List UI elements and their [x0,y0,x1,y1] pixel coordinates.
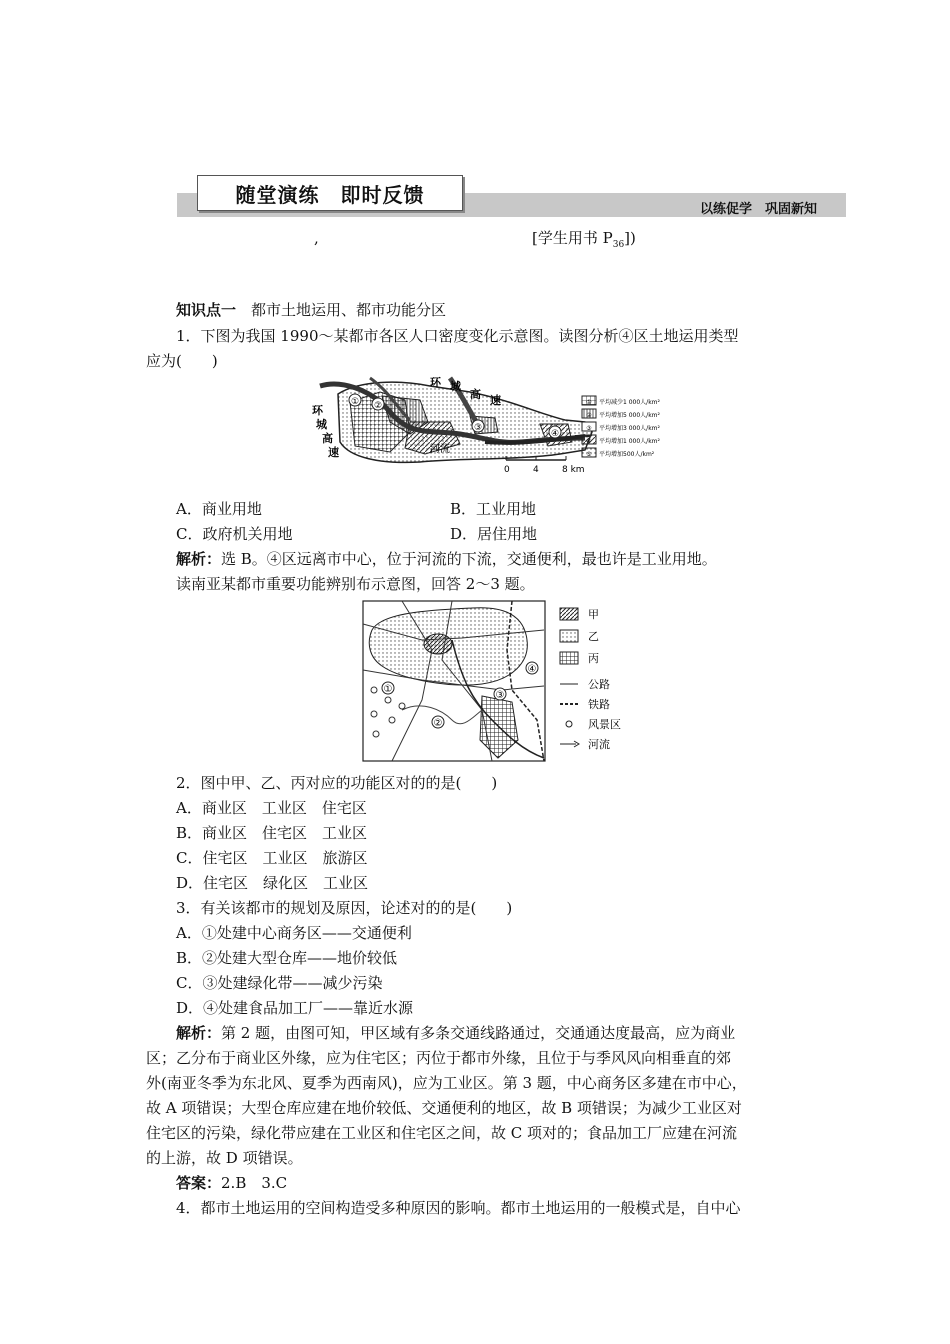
section-banner-title: 随堂演练 即时反馈 [197,175,463,211]
map1-legend-3: 平均增加3 000人/km² [599,425,660,432]
section-heading: 知识点一 都市土地运用、都市功能分区 [176,301,447,319]
ring-left-3: 高 [322,432,333,445]
answer23: 答案：2.B 3.C [176,1174,288,1192]
svg-text:①: ① [586,399,592,406]
map1-zone-1: ① [350,397,360,407]
q2-option-a: A．商业区 工业区 住宅区 [176,799,367,817]
population-density-map [310,372,690,474]
map2-zone-2: ② [433,718,443,729]
q1-option-d: D．居住用地 [450,525,538,543]
map2-legend-river: 河流 [588,738,610,751]
q1-option-b: B．工业用地 [450,500,537,518]
q2-option-c: C．住宅区 工业区 旅游区 [176,849,368,867]
analysis23-line1: 解析：第 2 题，由图可知，甲区域有多条交通线路通过，交通通达度最高，应为商业 [176,1024,736,1042]
map1-legend-5: 平均增加500人/km² [599,451,655,458]
q1-analysis: 解析：选 B。④区远离市中心，位于河流的下流，交通便利，最也许是工业用地。 [176,550,717,568]
ref-comma: , [314,229,319,247]
q1-option-c: C．政府机关用地 [176,525,293,543]
analysis23-line5: 住宅区的污染，绿化带应建在工业区和住宅区之间，故 C 项对的；食品加工厂应建在河流 [146,1124,738,1142]
map2-legend-yi: 乙 [588,630,599,643]
map1-legend-2: 平均增加5 000人/km² [599,412,660,419]
map2-legend-scenic: 风景区 [588,718,621,731]
ring-top-1: 环 [430,376,441,389]
map2-legend-road: 公路 [588,678,610,691]
map1-zone-2: ② [373,401,383,411]
q3-option-d: D．④处建食品加工厂——靠近水源 [176,999,414,1017]
svg-text:④: ④ [586,438,592,445]
ring-top-3: 高 [470,388,481,401]
map1-zone-4: ④ [550,429,560,439]
svg-text:③: ③ [586,425,592,432]
section-banner-subtitle: 以练促学 巩固新知 [700,202,818,217]
map2-zone-3: ③ [495,690,505,701]
analysis23-line6: 的上游，故 D 项错误。 [146,1149,303,1167]
analysis23-line3: 外(南亚冬季为东北风、夏季为西南风)，应为工业区。第 3 题，中心商务区多建在市中心， [146,1074,747,1092]
q3-option-b: B．②处建大型仓库——地价较低 [176,949,398,967]
map2-legend-bing: 丙 [588,652,599,665]
map2-legend-jia: 甲 [588,608,599,621]
q1-stem-line1: 1．下图为我国 1990～某都市各区人口密度变化示意图。读图分析④区土地运用类型 [176,327,739,345]
map2-legend [560,608,621,751]
scale-8: 8 km [562,465,585,474]
q23-intro: 读南亚某都市重要功能辨别布示意图，回答 2～3 题。 [176,575,535,593]
map1-zone-3: ③ [473,423,483,433]
svg-text:②: ② [586,412,592,419]
q3-option-c: C．③处建绿化带——减少污染 [176,974,383,992]
ring-left-1: 环 [312,404,323,417]
city-function-map [362,600,632,762]
ring-top-4: 速 [490,394,501,407]
map2-zone-4: ④ [527,664,537,675]
q4-stem-line1: 4．都市土地运用的空间构造受多种原因的影响。都市土地运用的一般模式是，自中心 [176,1199,741,1217]
map2-legend-rail: 铁路 [588,698,610,711]
scale-4: 4 [533,465,539,474]
scale-0: 0 [504,465,510,474]
textbook-ref: [学生用书 $P_{36}$]) [532,229,636,250]
q1-option-a: A．商业用地 [176,500,262,518]
map1-legend-4: 平均增加1 000人/km² [599,438,660,445]
q2-option-d: D．住宅区 绿化区 工业区 [176,874,369,892]
q2-option-b: B．商业区 住宅区 工业区 [176,824,368,842]
ring-left-2: 城 [316,418,327,431]
analysis23-line4: 故 A 项错误；大型仓库应建在地价较低、交通便利的地区，故 B 项错误；为减少工业区对 [146,1099,742,1117]
q1-stem-line2: 应为( ) [146,352,218,370]
q3-option-a: A．①处建中心商务区——交通便利 [176,924,412,942]
q2-stem: 2．图中甲、乙、丙对应的功能区对的的是( ) [176,774,498,792]
ring-left-4: 速 [328,446,339,459]
map1-river-label: 河流 [430,444,450,455]
map2-zone-1: ① [383,684,393,695]
analysis23-line2: 区；乙分布于商业区外缘，应为住宅区；丙位于都市外缘，且位于与季风风向相垂直的郊 [146,1049,732,1067]
svg-text:⑤: ⑤ [586,451,592,458]
q3-stem: 3．有关该都市的规划及原因，论述对的的是( ) [176,899,513,917]
map1-legend-1: 平均减少1 000人/km² [599,399,660,406]
map1-legend [582,396,661,458]
ring-top-2: 城 [450,380,461,393]
